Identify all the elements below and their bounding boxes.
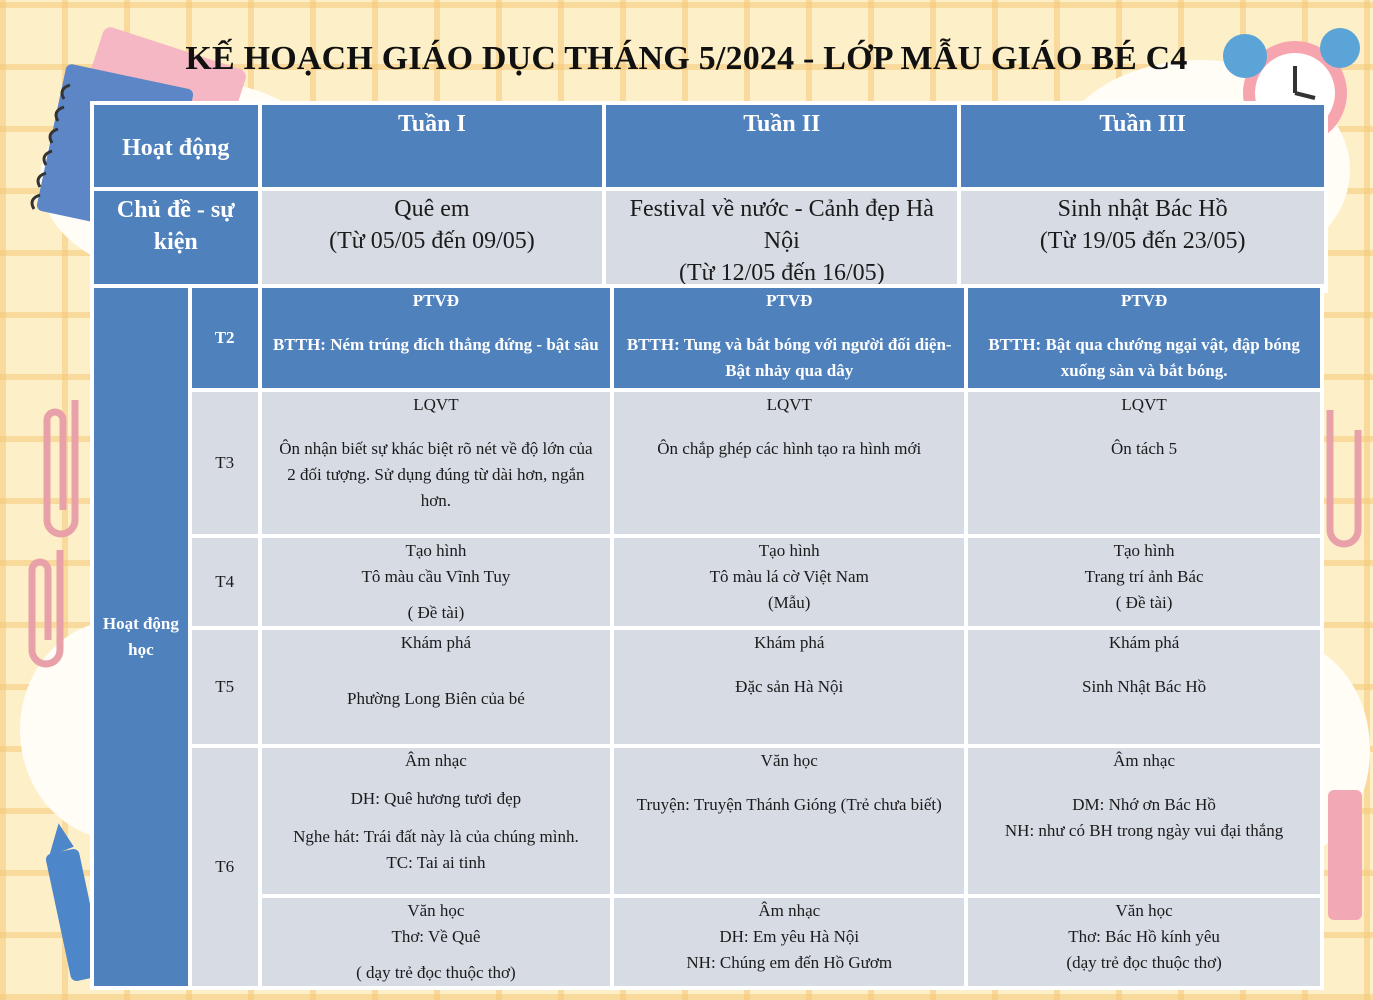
t6a-week1-line2: Nghe hát: Trái đất này là của chúng mình. (293, 827, 579, 846)
topic-table (90, 101, 1328, 293)
t2-row (92, 286, 1322, 390)
t6b-week1-line1: Thơ: Về Quê (391, 927, 481, 946)
t3-week1-content: Ôn nhận biết sự khác biệt rõ nét về độ lớn của 2 đối tượng. Sử dụng đúng từ dài hơn, ngắn hơn. (279, 439, 593, 510)
week2-topic-name: Festival về nước - Cảnh đẹp Hà Nội (629, 196, 934, 254)
t2-week1-cell (260, 286, 613, 390)
week2-topic-dates: (Từ 12/05 đến 16/05) (678, 260, 885, 286)
t3-week3-cell (966, 390, 1322, 536)
t6a-week1-line3: TC: Tai ai tinh (386, 853, 486, 872)
t6b-week3-subject: Văn học (1115, 901, 1173, 920)
week3-topic-name: Sinh nhật Bác Hồ (1057, 196, 1228, 222)
t4-week2-line2: (Mẫu) (767, 593, 811, 612)
t6a-week1-cell (260, 746, 613, 896)
t6a-week3-subject: Âm nhạc (1113, 751, 1175, 770)
t5-week3-content: Sinh Nhật Bác Hồ (1081, 677, 1207, 696)
day-label-t3: T3 (190, 390, 260, 536)
t6b-week1-line2: ( dạy trẻ đọc thuộc thơ) (356, 963, 516, 982)
t6b-week2-line1: DH: Em yêu Hà Nội (719, 927, 860, 946)
t5-week3-cell (966, 628, 1322, 746)
t2-week2-content: BTTH: Tung và bắt bóng với người đối diện- Bật nhảy qua dây (626, 335, 952, 380)
t3-week2-content: Ôn chắp ghép các hình tạo ra hình mới (657, 439, 922, 458)
t6a-week3-cell (966, 746, 1322, 896)
crayon-icon (1318, 770, 1373, 930)
paperclip-icon (20, 540, 80, 690)
t6-row-b (92, 896, 1322, 988)
t2-week2-subject: PTVĐ (766, 291, 813, 310)
day-label-t2: T2 (190, 286, 260, 390)
t3-week3-subject: LQVT (1121, 395, 1167, 414)
day-label-t4: T4 (190, 536, 260, 628)
t6a-week3-line2: NH: như có BH trong ngày vui đại thắng (1004, 821, 1284, 840)
t6a-week3-line1: DM: Nhớ ơn Bác Hồ (1072, 795, 1216, 814)
t4-week3-line1: Trang trí ảnh Bác (1084, 567, 1204, 586)
t6a-week2-line1: Truyện: Truyện Thánh Gióng (Trẻ chưa biết) (636, 795, 942, 814)
t3-week1-cell (260, 390, 613, 536)
t3-week2-cell (612, 390, 966, 536)
day-label-t6: T6 (190, 746, 260, 988)
t4-week3-cell (966, 536, 1322, 628)
t6a-week1-subject: Âm nhạc (404, 751, 467, 770)
t4-week1-subject: Tạo hình (405, 541, 467, 560)
t4-week3-subject: Tạo hình (1113, 541, 1175, 560)
t3-week2-subject: LQVT (766, 395, 812, 414)
t4-week3-line2: ( Đề tài) (1115, 593, 1173, 612)
t6b-week3-cell (966, 896, 1322, 988)
day-label-t5: T5 (190, 628, 260, 746)
t4-week2-line1: Tô màu lá cờ Việt Nam (709, 567, 869, 586)
topic-row (92, 189, 1326, 291)
t4-week1-line2: ( Đề tài) (407, 603, 465, 622)
week1-topic-dates: (Từ 05/05 đến 09/05) (329, 228, 535, 254)
page-title: KẾ HOẠCH GIÁO DỤC THÁNG 5/2024 - LỚP MẪU GIÁO BÉ C4 (185, 40, 1188, 77)
week1-topic (260, 189, 605, 291)
t5-week2-content: Đặc sản Hà Nội (735, 677, 844, 696)
week2-topic (604, 189, 959, 291)
week3-topic (959, 189, 1326, 291)
t4-week1-cell (260, 536, 613, 628)
week3-topic-dates: (Từ 19/05 đến 23/05) (1039, 228, 1246, 254)
t6b-week2-cell (612, 896, 966, 988)
t6a-week2-cell (612, 746, 966, 896)
t6b-week2-line2: NH: Chúng em đến Hồ Gươm (686, 953, 893, 972)
t5-week2-cell (612, 628, 966, 746)
t6a-week1-line1: DH: Quê hương tươi đẹp (350, 789, 522, 808)
activity-header: Hoạt động (92, 103, 260, 189)
t6-row-a (92, 746, 1322, 896)
t6b-week1-subject: Văn học (407, 901, 465, 920)
t3-week3-content: Ôn tách 5 (1111, 439, 1178, 458)
topic-label: Chủ đề - sự kiện (92, 189, 260, 291)
t2-week3-content: BTTH: Bật qua chướng ngại vật, đập bóng xuống sàn và bắt bóng. (988, 335, 1300, 380)
header-row (92, 103, 1326, 189)
t4-row (92, 536, 1322, 628)
t5-week1-content: Phường Long Biên của bé (347, 689, 525, 708)
activity-group-label: Hoạt động học (92, 286, 190, 988)
t6b-week2-subject: Âm nhạc (758, 901, 821, 920)
week1-header: Tuần I (260, 103, 605, 189)
t3-week1-subject: LQVT (413, 395, 459, 414)
t4-week1-line1: Tô màu cầu Vĩnh Tuy (361, 567, 511, 586)
t6a-week2-subject: Văn học (760, 751, 818, 770)
t2-week1-subject: PTVĐ (412, 291, 460, 310)
t5-week1-cell (260, 628, 613, 746)
t5-week2-subject: Khám phá (754, 633, 825, 652)
t5-row (92, 628, 1322, 746)
week3-header: Tuần III (959, 103, 1326, 189)
t2-week1-content: BTTH: Ném trúng đích thẳng đứng - bật sâu (273, 335, 599, 354)
t5-week3-subject: Khám phá (1108, 633, 1180, 652)
t3-row (92, 390, 1322, 536)
t6b-week1-cell (260, 896, 613, 988)
week2-header: Tuần II (604, 103, 959, 189)
t6b-week3-line2: (dạy trẻ đọc thuộc thơ) (1066, 953, 1222, 972)
t6b-week3-line1: Thơ: Bác Hồ kính yêu (1068, 927, 1220, 946)
t2-week2-cell (612, 286, 966, 390)
schedule-table (90, 284, 1324, 990)
t4-week2-cell (612, 536, 966, 628)
t4-week2-subject: Tạo hình (758, 541, 820, 560)
paperclip-icon (35, 390, 95, 560)
t2-week3-subject: PTVĐ (1120, 291, 1168, 310)
t5-week1-subject: Khám phá (400, 633, 472, 652)
week1-topic-name: Quê em (394, 196, 470, 222)
t2-week3-cell (966, 286, 1322, 390)
paperclip-icon (1320, 400, 1370, 570)
